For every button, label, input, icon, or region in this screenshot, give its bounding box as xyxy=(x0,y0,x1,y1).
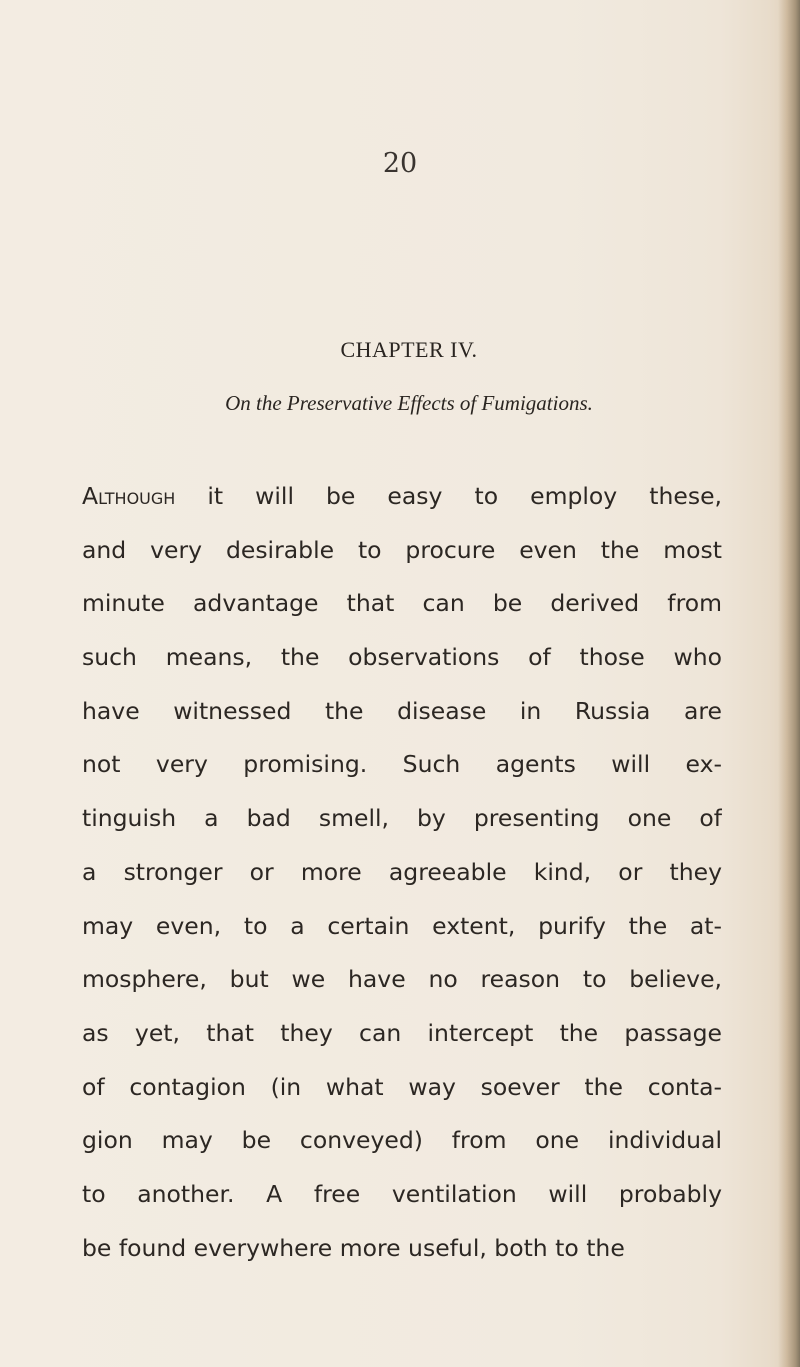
text-line: tinguish a bad smell, by presenting one of xyxy=(82,804,722,833)
text-line: such means, the observations of those who xyxy=(82,643,722,672)
text-line: to another. A free ventilation will probably xyxy=(82,1179,722,1208)
text-line: mosphere, but we have no reason to believe, xyxy=(82,965,722,994)
text-line: may even, to a certain extent, purify the at- xyxy=(82,911,722,940)
chapter-subtitle: On the Preservative Effects of Fumigations. xyxy=(225,391,593,415)
text-line: and very desirable to procure even the most xyxy=(82,535,722,564)
page-edge-shadow xyxy=(778,0,800,1367)
chapter-title: CHAPTER IV. xyxy=(340,337,478,362)
text-line: minute advantage that can be derived from xyxy=(82,589,722,618)
text-line: have witnessed the disease in Russia are xyxy=(82,696,722,725)
page-number: 20 xyxy=(382,148,418,179)
text-line: a stronger or more agreeable kind, or they xyxy=(82,857,722,886)
text-line: of contagion (in what way soever the conta- xyxy=(82,1072,722,1101)
text-line: gion may be conveyed) from one individual xyxy=(82,1126,722,1155)
first-line-rest: it will be easy to employ these, xyxy=(175,482,722,510)
text-line: as yet, that they can intercept the passage xyxy=(82,1018,722,1047)
text-line: not very promising. Such agents will ex- xyxy=(82,750,722,779)
lead-word: Although xyxy=(82,482,176,510)
text-line xyxy=(82,470,722,524)
text-line: be found everywhere more useful, both to the xyxy=(82,1233,625,1262)
body-text xyxy=(82,470,722,1275)
